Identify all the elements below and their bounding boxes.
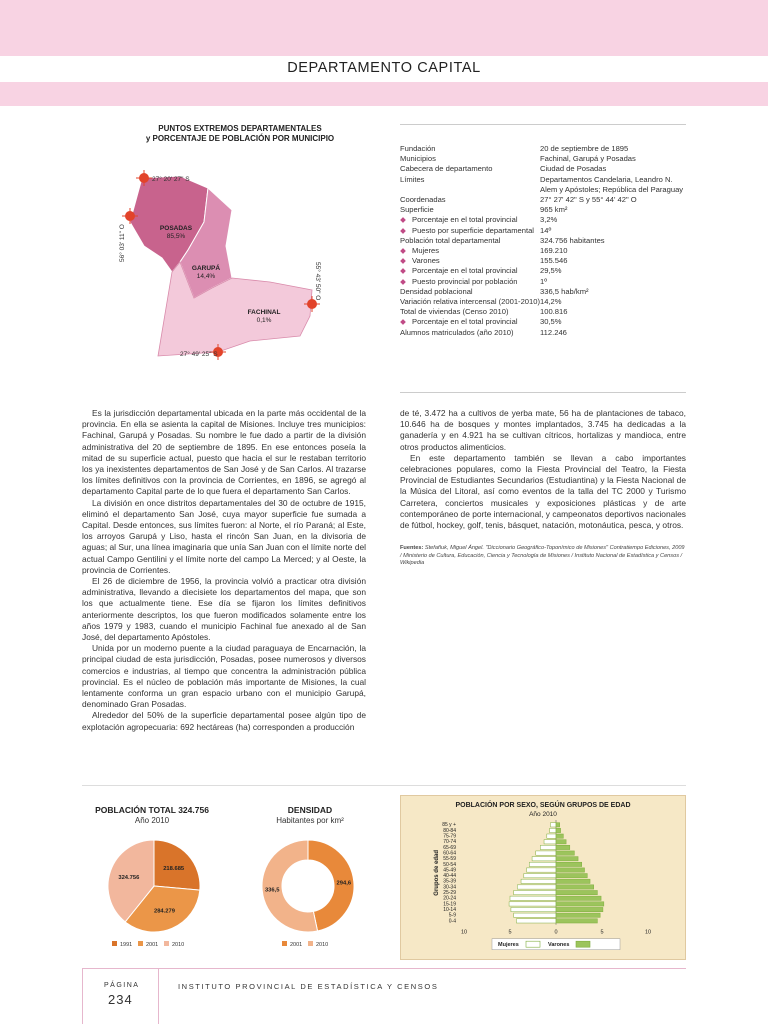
fact-row (400, 256, 690, 266)
page-number: 234 (108, 992, 133, 1007)
fact-label: Variación relativa intercensal (2001-2010) (400, 297, 540, 307)
fact-value: 336,5 hab/km² (540, 286, 589, 296)
legend-label: 2010 (316, 942, 329, 948)
chart-densidad-subtitle: Habitantes por km² (276, 816, 344, 825)
map-coord-bottom: 27° 49' 25" S (180, 351, 218, 358)
fact-row (400, 226, 690, 236)
age-group-label: 60-64 (443, 850, 456, 857)
chart-pyramid (400, 795, 686, 960)
sources-label: Fuentes: (400, 545, 424, 552)
x-tick-label: 10 (644, 929, 652, 936)
fact-label: Alumnos matriculados (año 2010) (400, 327, 514, 337)
bar-mujeres (529, 862, 556, 866)
bar-varones (556, 885, 594, 889)
fact-label: Total de viviendas (Censo 2010) (400, 307, 509, 317)
fact-value: 3,2% (540, 215, 558, 225)
bar-varones (556, 896, 601, 900)
map-coord-top: 27° 20' 27" S (152, 176, 190, 183)
paragraph: La división en once distritos departamentales del 30 de octubre de 1915, eliminó el departamento San José, cuya mayor superficie fue sumada a Capital. Desde entonces, sus límites fueron: al Norte, el río Paraná; al Este, los arroyos Garupá y Liso, hasta el rincón San Juan, en la divisoria de aguas; al Sur, una línea imaginaria que unía San Juan con el límite norte del actual Campo Gentilini y el límite norte del campo La Merced; y al Oeste, la provincia de Corrientes. (82, 497, 366, 575)
bar-mujeres (516, 919, 556, 923)
fact-value: 169.210 (540, 246, 568, 256)
bar-mujeres (510, 896, 556, 900)
footer-divider (82, 968, 686, 969)
legend-label: 2001 (290, 942, 303, 948)
bar-varones (556, 834, 563, 838)
pyramid-subtitle: Año 2010 (529, 811, 557, 818)
age-group-label: 0-4 (448, 918, 456, 925)
fact-label: Puesto provincial por población (400, 277, 540, 287)
department-map (120, 166, 320, 366)
map-pct-fachinal: 0,1% (256, 317, 272, 324)
map-label-garupa: GARUPÁ (191, 265, 221, 272)
fact-label: Superficie (400, 205, 434, 215)
facts-table (400, 144, 690, 338)
footer-vline (158, 968, 159, 1024)
fact-label: Densidad poblacional (400, 286, 473, 296)
age-group-label: 30-34 (443, 884, 456, 891)
institute-name: INSTITUTO PROVINCIAL DE ESTADÍSTICA Y CENSOS (178, 982, 439, 991)
paragraph: El 26 de diciembre de 1956, la provincia volvió a practicar otra división administrativa, llevando a diecisiete los departamentos del mapa, que son los que actualmente tiene. Ese día se fijaron los límites definitivos anteriormente descriptos, los que fueron modificados solamente entre los años 1979 y 1983, cuando el municipio Fachinal fue anexado al de San José, del departamento Apóstoles. (82, 576, 366, 643)
fact-value: 155.546 (540, 256, 568, 266)
x-tick-label: 0 (554, 929, 558, 936)
page-title: DEPARTAMENTO CAPITAL (287, 60, 481, 76)
fact-value: 14º (540, 225, 552, 235)
age-group-label: 75-79 (443, 833, 456, 840)
bar-mujeres (536, 851, 556, 855)
age-group-label: 5-9 (448, 912, 456, 919)
fact-row (400, 144, 690, 154)
age-group-label: 45-49 (443, 867, 456, 874)
fact-row (400, 317, 690, 327)
pie-data-label: 324.756 (118, 875, 140, 882)
fact-value: 100.816 (540, 307, 568, 317)
legend-swatch (282, 941, 287, 946)
bar-mujeres (547, 834, 556, 838)
age-group-label: 70-74 (443, 839, 456, 846)
paragraph: Alrededor del 50% de la superficie departamental posee algún tipo de explotación agropecuaria: 692 hectáreas (ha) corresponden a producción (82, 710, 366, 732)
legend-swatch (308, 941, 313, 946)
legend-label: Varones (548, 942, 570, 949)
fact-value: 112.246 (540, 327, 567, 337)
fact-label: Varones (400, 256, 540, 266)
map-coord-left: 56° 03' 11" O (119, 224, 126, 262)
fact-value: 20 de septiembre de 1895 (540, 144, 629, 153)
bar-mujeres (550, 828, 556, 832)
page-label: PÁGINA (104, 982, 140, 989)
fact-label: Población total departamental (400, 235, 501, 245)
fact-row (400, 205, 690, 215)
bar-varones (556, 919, 597, 923)
legend-swatch (526, 941, 540, 947)
chart-densidad-title: DENSIDAD (287, 805, 333, 815)
facts-divider-bottom (400, 392, 686, 393)
age-group-label: 50-54 (443, 861, 456, 868)
map-label-fachinal: FACHINAL (247, 309, 281, 316)
fact-value: 14,2% (540, 297, 562, 307)
fact-label: Coordenadas (400, 195, 446, 205)
x-tick-label: 5 (600, 929, 604, 936)
age-group-label: 35-39 (443, 878, 456, 885)
map-pct-posadas: 85,5% (166, 233, 186, 240)
fact-value: 30,5% (540, 317, 562, 327)
age-group-label: 40-44 (443, 873, 456, 880)
bar-mujeres (540, 845, 556, 849)
x-tick-label: 5 (508, 929, 512, 936)
bar-varones (556, 862, 582, 866)
bar-mujeres (511, 907, 556, 911)
bar-mujeres (524, 874, 556, 878)
fact-row (400, 236, 690, 246)
legend-swatch (138, 941, 143, 946)
fact-row (400, 164, 690, 174)
map-label-posadas: POSADAS (159, 225, 193, 232)
bar-mujeres (509, 902, 556, 906)
bar-varones (556, 907, 603, 911)
bar-mujeres (527, 868, 556, 872)
fact-value: 29,5% (540, 266, 562, 276)
age-group-label: 65-69 (443, 844, 456, 851)
fact-label: Límites (400, 174, 425, 184)
paragraph: En este departamento también se llevan a cabo importantes celebraciones populares, como la Fiesta Provincial del Teatro, la Fiesta Provincial de Estudiantes Secundarios (Estudiantina) y la Fiesta Nacional de la Música del Litoral, así como eventos de la talla del TC 2000 y Turismo Carretera, conciertos musicales y exposiciones plásticas y de arte contemporáneo de porte internacional, y campeonatos deportivos nacionales de fútbol, hockey, golf, tenis, básquet, natación, motonáutica, pesca, y otros. (400, 452, 686, 531)
legend-label: 1991 (120, 942, 133, 948)
map-title (110, 124, 370, 144)
legend-label: 2010 (172, 942, 185, 948)
bar-varones (556, 874, 587, 878)
header-band (0, 0, 768, 56)
pie-data-label: 336,5 (264, 887, 280, 894)
bar-varones (556, 851, 574, 855)
bar-mujeres (517, 885, 556, 889)
fact-row (400, 215, 690, 225)
bar-mujeres (544, 840, 556, 844)
fact-row (400, 307, 690, 317)
fact-row (400, 277, 690, 287)
bar-varones (556, 902, 604, 906)
legend-swatch (576, 941, 590, 947)
map-title-line2: y PORCENTAJE DE POBLACIÓN POR MUNICIPIO (145, 134, 335, 143)
pyramid-title: POBLACIÓN POR SEXO, SEGÚN GRUPOS DE EDAD (455, 802, 631, 809)
fact-value: Ciudad de Posadas (540, 164, 607, 174)
fact-label: Mujeres (400, 246, 540, 256)
fact-value: 324.756 habitantes (540, 235, 605, 245)
fact-row (400, 328, 690, 338)
map-title-line1: PUNTOS EXTREMOS DEPARTAMENTALES (158, 124, 322, 133)
fact-row (400, 266, 690, 276)
age-group-label: 10-14 (443, 906, 456, 913)
bar-varones (556, 857, 578, 861)
fact-value: 1º (540, 276, 547, 286)
bar-mujeres (550, 823, 556, 827)
fact-label: Porcentaje en el total provincial (400, 215, 540, 225)
map-region-fachinal (158, 262, 312, 356)
fact-label: Porcentaje en el total provincial (400, 317, 540, 327)
map-pct-garupa: 14,4% (196, 273, 216, 280)
bar-varones (556, 879, 590, 883)
pie-data-label: 218.685 (163, 865, 185, 872)
y-axis-label: Grupos de edad (434, 850, 440, 896)
age-group-label: 25-29 (443, 890, 456, 896)
bar-varones (556, 828, 561, 832)
text-column-left (82, 408, 366, 733)
bar-varones (556, 845, 570, 849)
paragraph: Es la jurisdicción departamental ubicada en la parte más occidental de la provincia. En ella se asienta la capital de Misiones. Incluye tres municipios: Fachinal, Garupá y Posadas. Su nombre le fue dado a partir de la división administrativa del 20 de septiembre de 1895. En ese entonces poseía la mitad de su superficie actual, puesto que hacia el sur le restaban territorio los ya inexistentes departamentos de San José y de San Carlos. Al trazarse los límites definitivos con la provincia de Corrientes, en 1896, se agregó al departamento Capital parte de lo que fuera el departamento San Carlos. (82, 408, 366, 497)
fact-row (400, 175, 690, 195)
charts-divider (82, 785, 686, 786)
fact-label: Porcentaje en el total provincial (400, 266, 540, 276)
fact-row (400, 154, 690, 164)
paragraph: Unida por un moderno puente a la ciudad paraguaya de Encarnación, la principal ciudad de esta jurisdicción, Posadas, posee numerosos y diversos comercios e industrias, al tiempo que concentra la administración pública provincial. Es el núcleo de población más importante de Misiones, la cual lentamente conforma un gran espacio urbano con el municipio Garupá, denominado Gran Posadas. (82, 643, 366, 710)
chart-densidad (244, 828, 374, 958)
footer-vline (82, 968, 83, 1024)
age-group-label: 55-59 (443, 856, 456, 863)
bar-varones (556, 913, 600, 917)
sources (400, 545, 686, 568)
pie-data-label: 284.279 (153, 908, 175, 915)
age-group-label: 85 y + (442, 822, 456, 829)
sources-text: Stefañuk, Miguel Ángel. "Diccionario Geográfico-Toponímico de Misiones" Contratiempo Ediciones, 2009 / Ministerio de Cultura, Educación, Ciencia y Tecnología de Misiones / Instituto Nacional de Estadística y Censos / Wikipedia (400, 545, 685, 567)
legend-swatch (164, 941, 169, 946)
age-group-label: 80-84 (443, 827, 456, 834)
age-group-label: 20-24 (443, 895, 456, 902)
chart-poblacion-subtitle: Año 2010 (134, 816, 170, 825)
pie-data-label: 294,6 (336, 880, 352, 887)
bar-mujeres (521, 879, 556, 883)
fact-row (400, 195, 690, 205)
text-column-right (400, 408, 686, 568)
fact-label: Fundación (400, 144, 436, 153)
fact-row (400, 246, 690, 256)
map-coord-right: 55° 43' 50" O (314, 262, 321, 301)
age-group-label: 15-19 (443, 901, 456, 908)
fact-row (400, 287, 690, 297)
facts-divider-top (400, 124, 686, 125)
bar-varones (556, 868, 585, 872)
chart-poblacion-title: POBLACIÓN TOTAL 324.756 (95, 805, 209, 815)
fact-row (400, 297, 690, 307)
fact-value: Fachinal, Garupá y Posadas (540, 154, 636, 164)
fact-label: Cabecera de departamento (400, 164, 493, 174)
fact-value: 27° 27' 42" S y 55° 44' 42" O (540, 195, 637, 205)
bar-mujeres (532, 857, 556, 861)
chart-poblacion (90, 828, 230, 958)
bar-mujeres (514, 913, 556, 917)
x-tick-label: 10 (460, 929, 468, 936)
legend-label: 2001 (146, 942, 159, 948)
bar-mujeres (514, 890, 556, 894)
bar-varones (556, 823, 560, 827)
fact-value: 965 km² (540, 205, 568, 215)
subheader-band (0, 82, 768, 106)
fact-label: Puesto por superficie departamental (400, 226, 540, 236)
bar-varones (556, 840, 566, 844)
fact-value: Departamentos Candelaria, Leandro N. Alem y Apóstoles; República del Paraguay (540, 174, 684, 194)
legend-swatch (112, 941, 117, 946)
fact-label: Municipios (400, 154, 436, 164)
paragraph: de té, 3.472 ha a cultivos de yerba mate, 56 ha de plantaciones de tabaco, 10.646 ha de bosques y montes implantados, 3.745 ha dedicadas a la ganadería y en 4.921 ha se cultivan cítricos, hortalizas y mandioca, entre otros productos alimenticios. (400, 408, 686, 452)
bar-varones (556, 890, 597, 894)
legend-label: Mujeres (498, 942, 519, 949)
